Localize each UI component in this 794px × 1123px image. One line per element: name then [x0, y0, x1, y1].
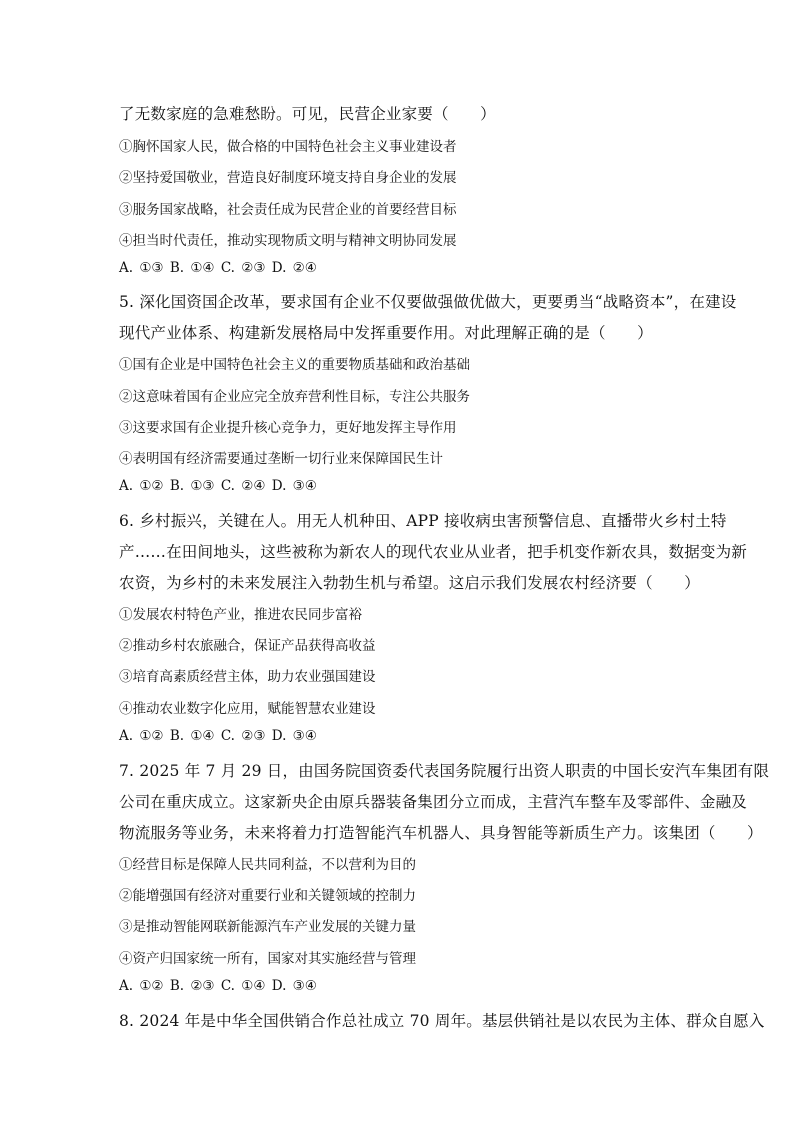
q4-option-1: ①胸怀国家人民，做合格的中国特色社会主义事业建设者: [119, 139, 457, 155]
q6-stem-line-2: 产……在田间地头，这些被称为新农人的现代农业从业者，把手机变作新农具，数据变为新: [119, 543, 748, 561]
q5-option-3: ③这要求国有企业提升核心竞争力，更好地发挥主导作用: [119, 420, 457, 436]
q6-stem-line-3: 农资，为乡村的未来发展注入勃勃生机与希望。这启示我们发展农村经济要（ ）: [119, 574, 700, 592]
q7-stem-line-1: 7. 2025 年 7 月 29 日，由国务院国资委代表国务院履行出资人职责的中国长安汽车集团有限: [119, 762, 770, 780]
q7-stem-line-2: 公司在重庆成立。这家新央企由原兵器装备集团分立而成，主营汽车整车及零部件、金融及: [119, 793, 748, 811]
q7-option-3: ③是推动智能网联新能源汽车产业发展的关键力量: [119, 919, 416, 935]
q4-answer-choices: A. ①③ B. ①④ C. ②③ D. ②④: [119, 260, 317, 276]
q6-option-4: ④推动农业数字化应用，赋能智慧农业建设: [119, 701, 376, 717]
q6-option-1: ①发展农村特色产业，推进农民同步富裕: [119, 607, 362, 623]
q5-option-2: ②这意味着国有企业应完全放弃营利性目标，专注公共服务: [119, 389, 470, 405]
q7-answer-choices: A. ①② B. ②③ C. ①④ D. ③④: [119, 978, 317, 994]
q7-option-4: ④资产归国家统一所有，国家对其实施经营与管理: [119, 951, 416, 967]
q5-answer-choices: A. ①② B. ①③ C. ②④ D. ③④: [119, 478, 317, 494]
q6-option-3: ③培育高素质经营主体，助力农业强国建设: [119, 669, 376, 685]
q6-option-2: ②推动乡村农旅融合，保证产品获得高收益: [119, 638, 376, 654]
q4-option-3: ③服务国家战略，社会责任成为民营企业的首要经营目标: [119, 202, 457, 218]
q5-stem-line-2: 现代产业体系、构建新发展格局中发挥重要作用。对此理解正确的是（ ）: [119, 324, 653, 342]
q8-stem-line-1: 8. 2024 年是中华全国供销合作总社成立 70 周年。基层供销社是以农民为主体、群众自愿入: [119, 1012, 765, 1030]
q6-answer-choices: A. ①② B. ①④ C. ②③ D. ③④: [119, 728, 317, 744]
q5-stem-line-1: 5. 深化国资国企改革，要求国有企业不仅要做强做优做大，更要勇当“战略资本”，在建设: [119, 293, 737, 311]
q7-option-2: ②能增强国有经济对重要行业和关键领域的控制力: [119, 888, 416, 904]
q5-option-1: ①国有企业是中国特色社会主义的重要物质基础和政治基础: [119, 357, 470, 373]
q7-option-1: ①经营目标是保障人民共同利益，不以营利为目的: [119, 857, 416, 873]
q5-option-4: ④表明国有经济需要通过垄断一切行业来保障国民生计: [119, 451, 443, 467]
q7-stem-line-3: 物流服务等业务，未来将着力打造智能汽车机器人、具身智能等新质生产力。该集团（ ）: [119, 824, 763, 842]
q4-option-4: ④担当时代责任，推动实现物质文明与精神文明协同发展: [119, 233, 457, 249]
q4-option-2: ②坚持爱国敬业，营造良好制度环境支持自身企业的发展: [119, 170, 457, 186]
q4-stem-tail: 了无数家庭的急难愁盼。可见，民营企业家要（ ）: [119, 105, 496, 123]
q6-stem-line-1: 6. 乡村振兴，关键在人。用无人机种田、APP 接收病虫害预警信息、直播带火乡村土特: [119, 512, 727, 530]
